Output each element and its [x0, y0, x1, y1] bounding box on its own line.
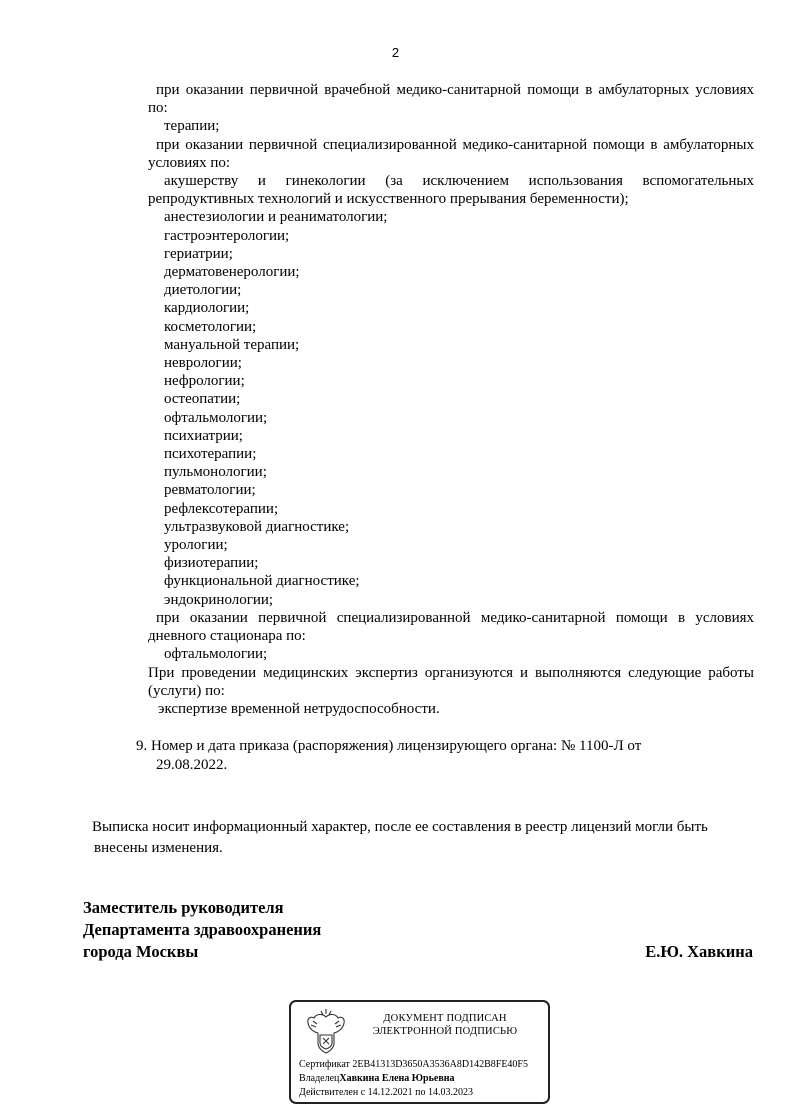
- certificate-row: Сертификат 2EB41313D3650A3536A8D142B8FE40F5: [299, 1059, 528, 1070]
- list-item: эндокринологии;: [164, 591, 274, 608]
- signer-position-line: Департамента здравоохранения: [83, 920, 322, 939]
- signer-position-line: города Москвы: [83, 942, 199, 961]
- signer-name: Е.Ю. Хавкина: [645, 942, 753, 961]
- list-item: анестезиологии и реаниматологии;: [164, 209, 388, 226]
- list-item: гериатрии;: [164, 245, 233, 262]
- signer-position: [83, 897, 321, 963]
- list-item: урологии;: [164, 537, 228, 554]
- list-item: офтальмологии;: [164, 409, 268, 426]
- list-item: физиотерапии;: [164, 555, 259, 572]
- expertise-intro: При проведении медицинских экспертиз организуются и выполняются следующие работы (услуги) по:: [148, 664, 754, 699]
- list-item: экспертизе временной нетрудоспособности.: [158, 700, 440, 717]
- stamp-details: [299, 1058, 528, 1100]
- validity-row: Действителен с 14.12.2021 по 14.03.2023: [299, 1087, 473, 1098]
- list-item: ультразвуковой диагностике;: [164, 518, 350, 535]
- list-item: акушерству и гинекологии (за исключением использования вспомогательных репродуктивных технологий и искусственного прерывания беременности);: [148, 173, 754, 208]
- list-item: нефрологии;: [164, 373, 245, 390]
- stamp-title: ДОКУМЕНТ ПОДПИСАН ЭЛЕКТРОННОЙ ПОДПИСЬЮ: [372, 1013, 518, 1037]
- list-item: диетологии;: [164, 282, 242, 299]
- info-note-line: Выписка носит информационный характер, после ее составления в реестр лицензий могли быть: [92, 819, 708, 835]
- list-item: психиатрии;: [164, 427, 243, 444]
- info-note: [92, 817, 754, 859]
- list-item: косметологии;: [164, 318, 257, 335]
- list-item: функциональной диагностике;: [164, 573, 360, 590]
- list-item: рефлексотерапии;: [164, 500, 279, 517]
- owner-value: Хавкина Елена Юрьевна: [339, 1073, 455, 1084]
- page-number: 2: [391, 45, 400, 60]
- order-number-section: [136, 737, 696, 775]
- primary-care-intro: при оказании первичной врачебной медико-санитарной помощи в амбулаторных условиях по:: [148, 82, 754, 117]
- day-hospital-intro: при оказании первичной специализированной медико-санитарной помощи в условиях дневного стационара по:: [148, 609, 754, 645]
- list-item: мануальной терапии;: [164, 336, 300, 353]
- order-date: 29.08.2022.: [156, 757, 228, 773]
- list-item: дерматовенерологии;: [164, 264, 300, 281]
- list-item: остеопатии;: [164, 391, 241, 408]
- certificate-value: 2EB41313D3650A3536A8D142B8FE40F5: [352, 1059, 528, 1070]
- specialized-ambulatory-list: [148, 208, 754, 608]
- coat-of-arms-icon: [303, 1008, 349, 1056]
- list-item: терапии;: [164, 118, 220, 135]
- list-item: неврологии;: [164, 355, 242, 372]
- signer-position-line: Заместитель руководителя: [83, 898, 284, 917]
- electronic-signature-stamp: [289, 1000, 550, 1104]
- list-item: психотерапии;: [164, 446, 257, 463]
- list-item: офтальмологии;: [164, 646, 268, 663]
- specialized-ambulatory-intro: при оказании первичной специализированной медико-санитарной помощи в амбулаторных условиях по:: [148, 136, 754, 171]
- license-activities: [148, 81, 754, 718]
- list-item: пульмонологии;: [164, 464, 267, 481]
- info-note-line: внесены изменения.: [94, 840, 223, 856]
- order-number-line: 9. Номер и дата приказа (распоряжения) лицензирующего органа: № 1100-Л от: [136, 738, 642, 754]
- list-item: гастроэнтерологии;: [164, 227, 290, 244]
- list-item: кардиологии;: [164, 300, 250, 317]
- list-item: ревматологии;: [164, 482, 256, 499]
- owner-row: ВладелецХавкина Елена Юрьевна: [299, 1073, 455, 1084]
